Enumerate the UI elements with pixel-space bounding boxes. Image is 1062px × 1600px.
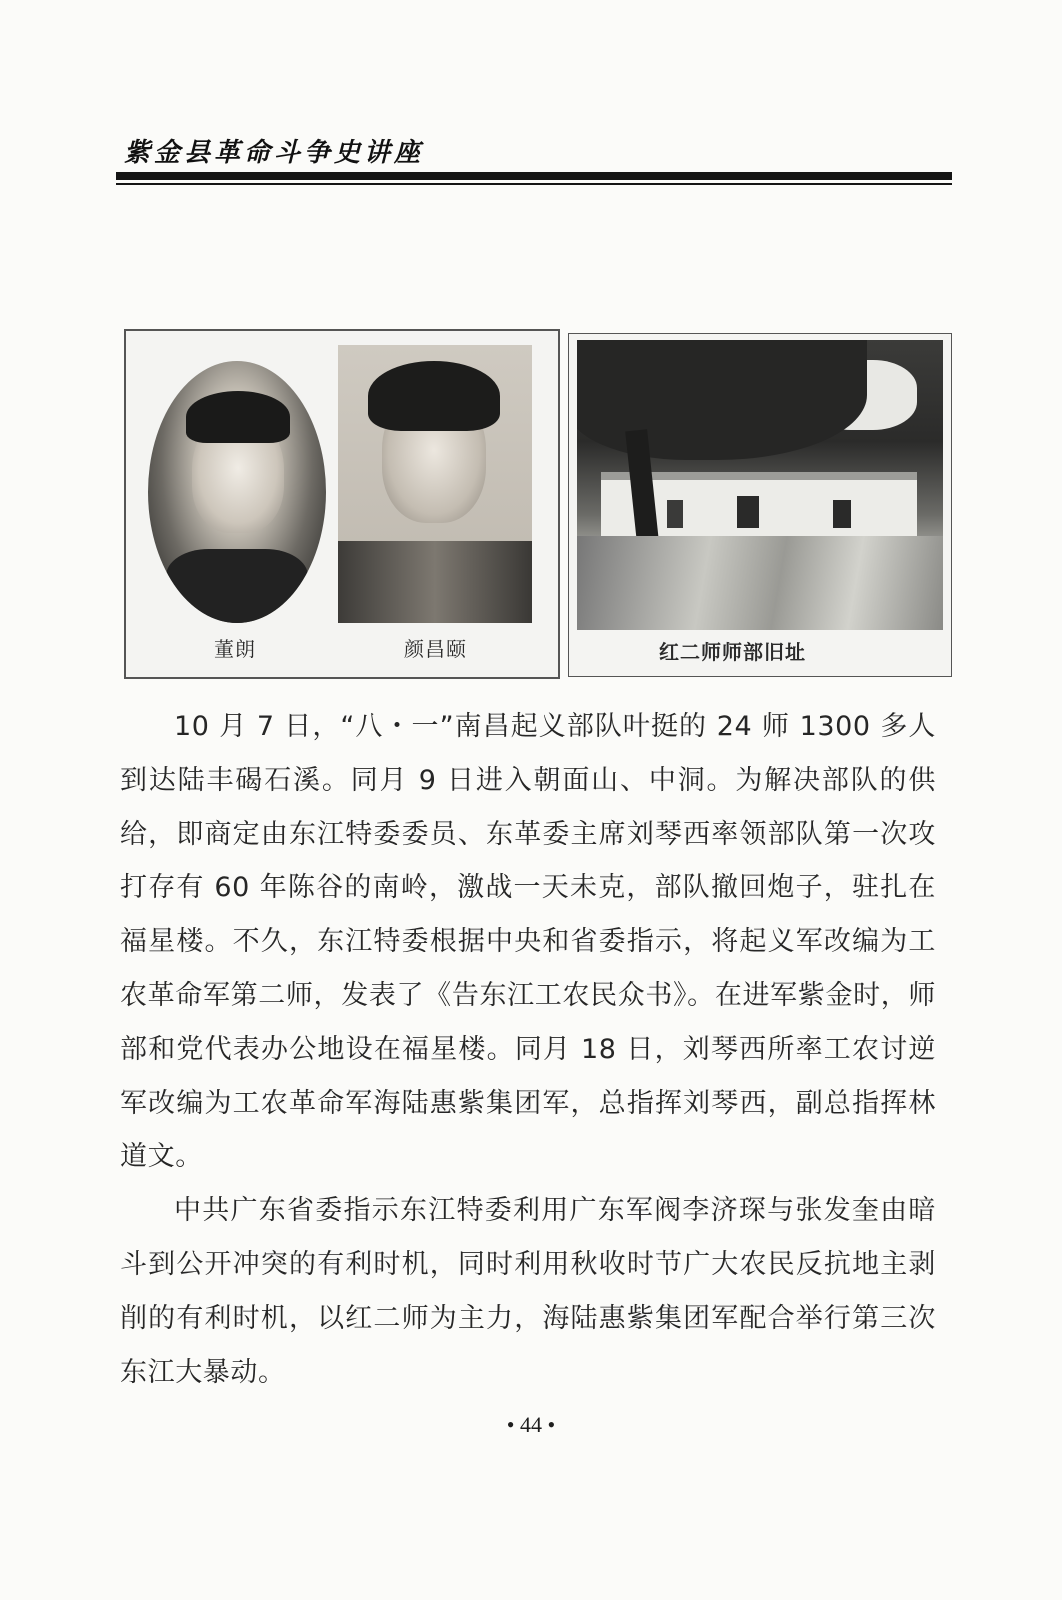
caption-yan-changyi: 颜昌颐 xyxy=(404,637,467,661)
page-number: • 44 • xyxy=(506,1412,556,1437)
site-figure-frame xyxy=(568,333,952,677)
running-head: 紫金县革命斗争史讲座 xyxy=(124,138,425,168)
header-rule-thick xyxy=(116,172,952,180)
portrait-dong-lang xyxy=(148,361,326,623)
body-text xyxy=(120,700,936,1399)
paragraph: 中共广东省委指示东江特委利用广东军阀李济琛与张发奎由暗斗到公开冲突的有利时机，同时利用秋收时节广大农民反抗地主剥削的有利时机，以红二师为主力，海陆惠紫集团军配合举行第三次东江大暴动。 xyxy=(120,1195,936,1388)
portrait-figure-frame xyxy=(124,329,560,679)
caption-site: 红二师师部旧址 xyxy=(659,640,806,664)
header-rule-thin xyxy=(116,183,952,185)
paragraph: 10 月 7 日，“八・一”南昌起义部队叶挺的 24 师 1300 多人到达陆丰碣石溪。同月 9 日进入朝面山、中洞。为解决部队的供给，即商定由东江特委委员、东革委主席刘琴西率领部队第一次攻打存有 60 年陈谷的南岭，激战一天未克，部队撤回炮子，驻扎在福星楼。不久，东江特委根据中央和省委指示，将起义军改编为工农革命军第二师，发表了《告东江工农民众书》。在进军紫金时，师部和党代表办公地设在福星楼。同月 18 日，刘琴西所率工农讨逆军改编为工农革命军海陆惠紫集团军，总指挥刘琴西，副总指挥林道文。 xyxy=(120,711,936,1173)
caption-dong-lang: 董朗 xyxy=(214,637,256,661)
site-photo xyxy=(577,340,943,630)
portrait-yan-changyi xyxy=(338,345,532,623)
